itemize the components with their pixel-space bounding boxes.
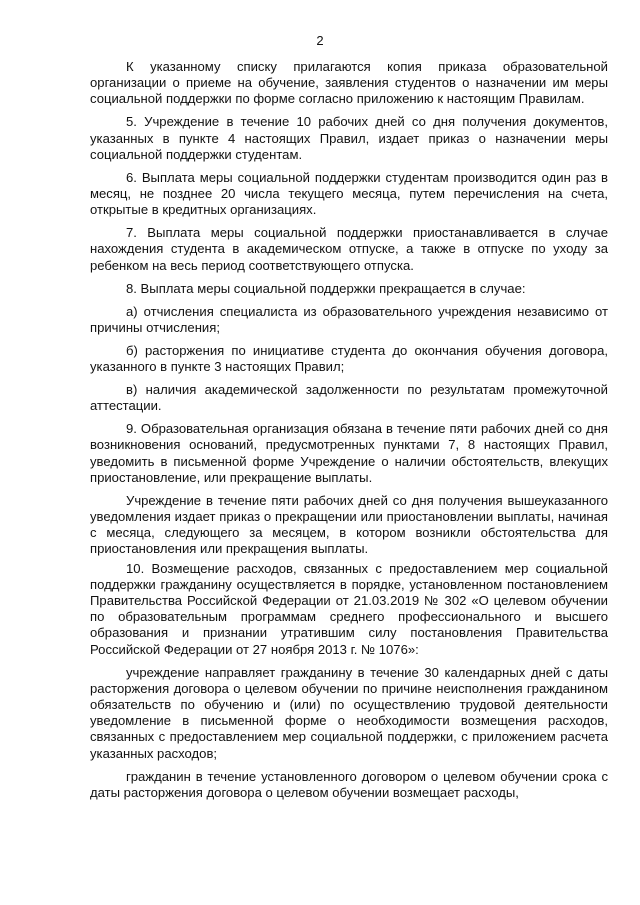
paragraph-item-7: 7. Выплата меры социальной поддержки приостанавливается в случае нахождения студента в академическом отпуске, а также в отпуске по уходу за ребенком на весь период соответствующего отпуска.: [90, 225, 608, 273]
paragraph-item-5: 5. Учреждение в течение 10 рабочих дней со дня получения документов, указанных в пункте 4 настоящих Правил, издает приказ о назначении меры социальной поддержки студентам.: [90, 114, 608, 162]
paragraph-item-8v: в) наличия академической задолженности по результатам промежуточной аттестации.: [90, 382, 608, 414]
paragraph-item-8: 8. Выплата меры социальной поддержки прекращается в случае:: [126, 280, 526, 296]
paragraph-item-10-citizen-reimbursement: гражданин в течение установленного договором о целевом обучении срока с даты расторжения договора о целевом обучении возмещает расходы,: [90, 768, 608, 800]
paragraph-list-attachment: К указанному списку прилагаются копия приказа образовательной организации о приеме на обучение, заявления студентов о назначении им меры социальной поддержки по форме согласно приложению к настоящим Правилам.: [90, 59, 608, 107]
paragraph-item-8a: а) отчисления специалиста из образовательного учреждения независимо от причины отчисления;: [90, 303, 608, 335]
document-body: [90, 59, 608, 808]
paragraph-item-6: 6. Выплата меры социальной поддержки студентам производится один раз в месяц, не позднее 20 числа текущего месяца, путем перечисления на счета, открытые в кредитных организациях.: [90, 169, 608, 218]
paragraph-item-10-institution-notice: учреждение направляет гражданину в течение 30 календарных дней с даты расторжения договора о целевом обучении по причине неисполнения гражданином обязательств по обучению и (или) по осуществлению трудовой деятельности уведомление в письменной форме о необходимости возмещения расходов, связанных с предоставлением мер социальной поддержки, с приложением расчета указанных расходов;: [90, 664, 608, 761]
paragraph-item-10: 10. Возмещение расходов, связанных с предоставлением мер социальной поддержки гражданину осуществляется в порядке, установленном постановлением Правительства Российской Федерации от 21.03.2019 № 302 «О целевом обучении по образовательным программам среднего профессионального и высшего образования и признании утратившим силу постановления Правительства Российской Федерации от 27 ноября 2013 г. № 1076»:: [90, 560, 608, 657]
page-number: 2: [316, 33, 324, 48]
paragraph-item-8b: б) расторжения по инициативе студента до окончания обучения договора, указанного в пункте 3 настоящих Правил;: [90, 342, 608, 375]
paragraph-item-9-continuation: Учреждение в течение пяти рабочих дней со дня получения вышеуказанного уведомления издает приказ о прекращении или приостановлении выплаты, начиная с месяца, следующего за месяцем, в котором возникли обстоятельства для приостановления или прекращения выплаты.: [90, 492, 608, 557]
paragraph-item-9: 9. Образовательная организация обязана в течение пяти рабочих дней со дня возникновения оснований, предусмотренных пунктами 7, 8 настоящих Правил, уведомить в письменной форме Учреждение о наличии обстоятельств, влекущих приостановление, или прекращение выплаты.: [90, 421, 608, 485]
